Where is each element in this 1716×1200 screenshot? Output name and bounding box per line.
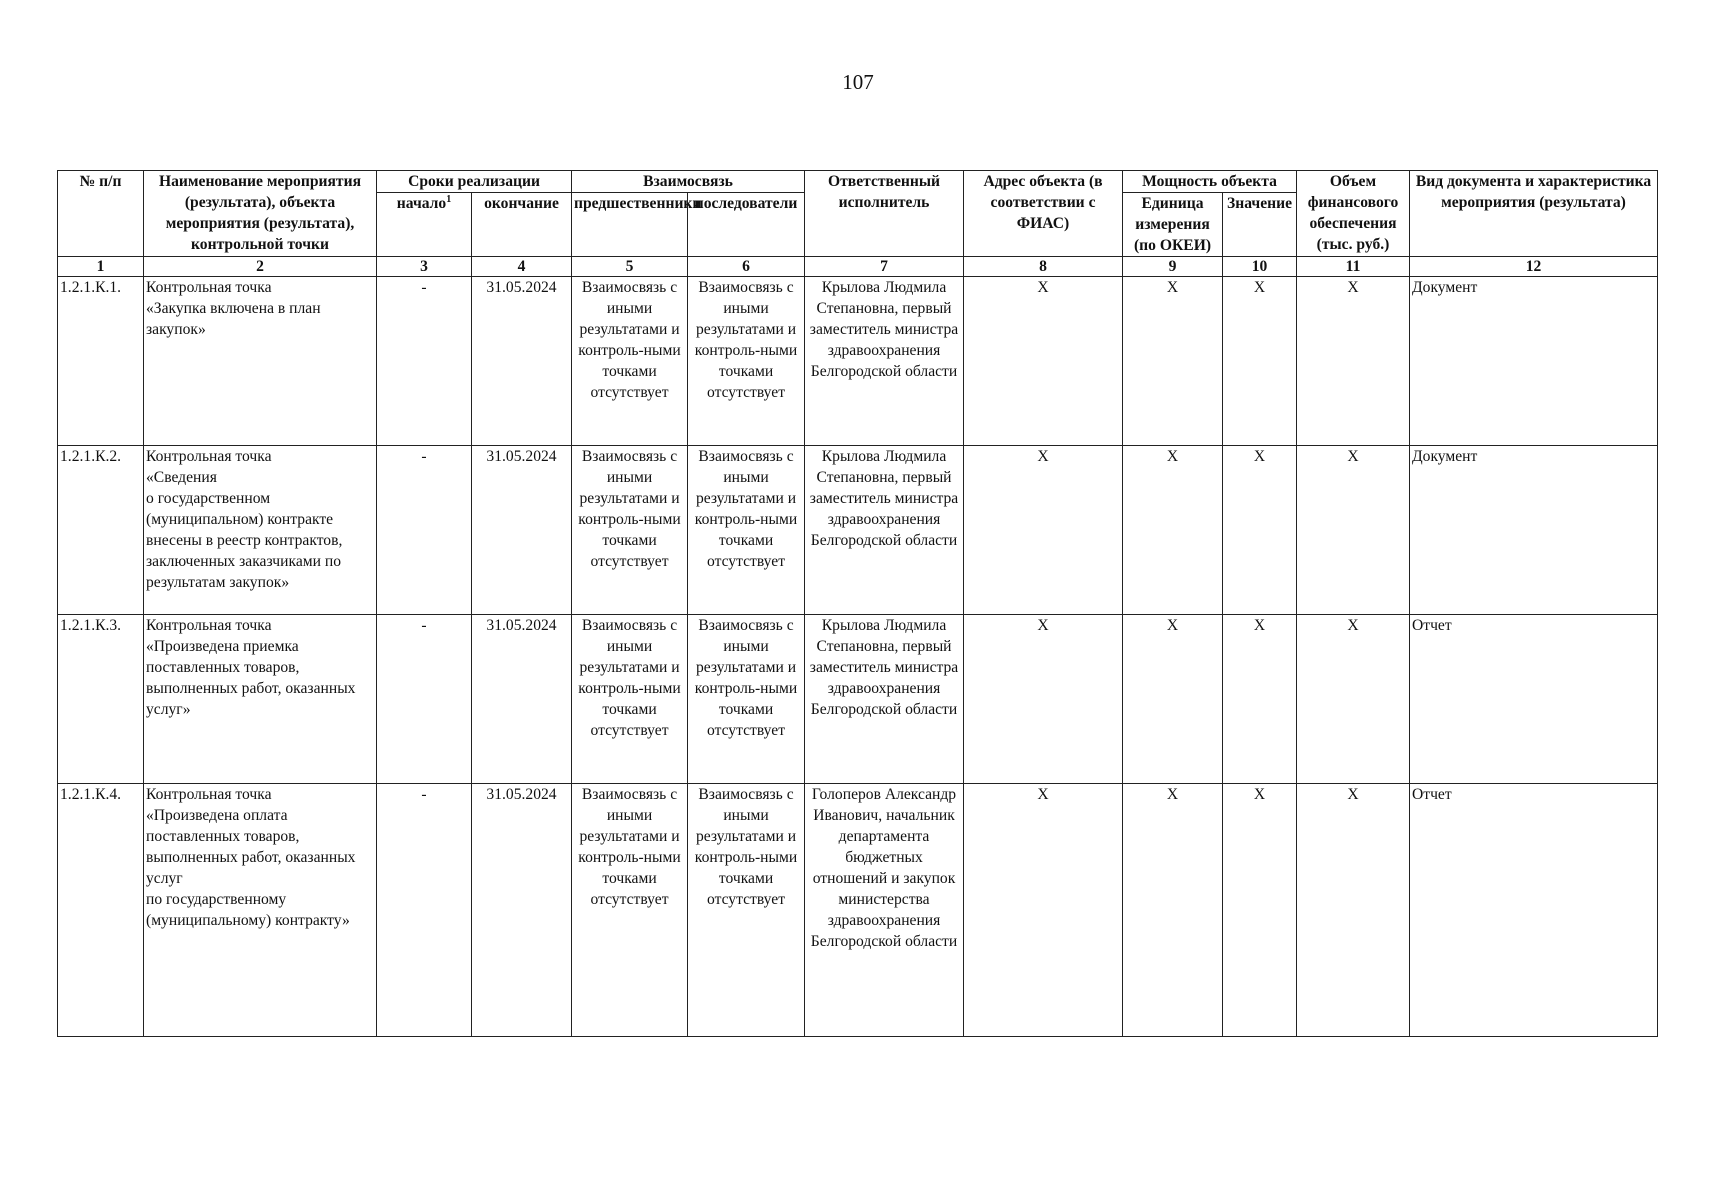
header-capacity: Мощность объекта [1123,171,1297,193]
table-row [58,784,1658,1037]
row-predecessors: Взаимосвязь с иными результатами и контроль-ными точками отсутствует [572,277,688,446]
header-start-footnote: 1 [446,193,452,205]
column-number: 10 [1223,257,1297,277]
row-unit: Х [1123,277,1223,446]
row-end: 31.05.2024 [472,277,572,446]
row-start: - [377,446,472,615]
row-finance: Х [1297,784,1410,1037]
header-name: Наименование мероприятия (результата), объекта мероприятия (результата), контрольной точки [144,171,377,257]
row-address: Х [964,784,1123,1037]
row-number: 1.2.1.К.4. [58,784,144,1037]
row-end: 31.05.2024 [472,784,572,1037]
column-number: 11 [1297,257,1410,277]
row-doc: Отчет [1410,784,1658,1037]
row-successors: Взаимосвязь с иными результатами и контроль-ными точками отсутствует [688,277,805,446]
row-name: Контрольная точка «Сведения о государственном (муниципальном) контракте внесены в реестр контрактов, заключенных заказчиками по результатам закупок» [144,446,377,615]
activities-table [57,170,1658,1037]
row-predecessors: Взаимосвязь с иными результатами и контроль-ными точками отсутствует [572,615,688,784]
row-predecessors: Взаимосвязь с иными результатами и контроль-ными точками отсутствует [572,784,688,1037]
header-responsible: Ответственный исполнитель [805,171,964,257]
row-finance: Х [1297,446,1410,615]
row-responsible: Голоперов Александр Иванович, начальник департамента бюджетных отношений и закупок министерства здравоохранения Белгородской области [805,784,964,1037]
row-responsible: Крылова Людмила Степановна, первый заместитель министра здравоохранения Белгородской области [805,615,964,784]
column-number: 3 [377,257,472,277]
row-successors: Взаимосвязь с иными результатами и контроль-ными точками отсутствует [688,784,805,1037]
row-start: - [377,615,472,784]
row-unit: Х [1123,615,1223,784]
header-start-label: начало [396,195,447,212]
row-finance: Х [1297,277,1410,446]
page-number: 107 [842,70,874,94]
table-row [58,446,1658,615]
column-number-row [58,257,1658,277]
row-name: Контрольная точка «Закупка включена в план закупок» [144,277,377,446]
row-number: 1.2.1.К.3. [58,615,144,784]
row-doc: Документ [1410,277,1658,446]
row-value: Х [1223,446,1297,615]
row-start: - [377,784,472,1037]
column-number: 12 [1410,257,1658,277]
column-number: 6 [688,257,805,277]
row-end: 31.05.2024 [472,446,572,615]
row-address: Х [964,615,1123,784]
header-row-1 [58,171,1658,193]
header-relation: Взаимосвязь [572,171,805,193]
row-name: Контрольная точка «Произведена приемка поставленных товаров, выполненных работ, оказанных услуг» [144,615,377,784]
header-finance: Объем финансового обеспечения (тыс. руб.) [1297,171,1410,257]
column-number: 8 [964,257,1123,277]
row-address: Х [964,277,1123,446]
row-address: Х [964,446,1123,615]
row-value: Х [1223,277,1297,446]
header-num: № п/п [58,171,144,257]
header-address: Адрес объекта (в соответствии с ФИАС) [964,171,1123,257]
column-number: 9 [1123,257,1223,277]
row-doc: Отчет [1410,615,1658,784]
column-number: 4 [472,257,572,277]
column-number: 5 [572,257,688,277]
row-value: Х [1223,784,1297,1037]
row-responsible: Крылова Людмила Степановна, первый заместитель министра здравоохранения Белгородской области [805,277,964,446]
row-start: - [377,277,472,446]
column-number: 7 [805,257,964,277]
row-value: Х [1223,615,1297,784]
row-successors: Взаимосвязь с иными результатами и контроль-ными точками отсутствует [688,446,805,615]
header-unit: Единица измерения (по ОКЕИ) [1123,193,1223,257]
row-responsible: Крылова Людмила Степановна, первый заместитель министра здравоохранения Белгородской области [805,446,964,615]
header-end: окончание [472,193,572,257]
row-doc: Документ [1410,446,1658,615]
row-number: 1.2.1.К.2. [58,446,144,615]
header-predecessors: предшественники [572,193,688,257]
table-row [58,615,1658,784]
table-row [58,277,1658,446]
row-unit: Х [1123,784,1223,1037]
row-number: 1.2.1.К.1. [58,277,144,446]
row-successors: Взаимосвязь с иными результатами и контроль-ными точками отсутствует [688,615,805,784]
row-unit: Х [1123,446,1223,615]
header-start [377,193,472,257]
row-finance: Х [1297,615,1410,784]
header-terms: Сроки реализации [377,171,572,193]
row-end: 31.05.2024 [472,615,572,784]
header-doc: Вид документа и характеристика мероприятия (результата) [1410,171,1658,257]
header-successors: последователи [688,193,805,257]
row-name: Контрольная точка «Произведена оплата поставленных товаров, выполненных работ, оказанных услуг по государственному (муниципальному) контракту» [144,784,377,1037]
header-value: Значение [1223,193,1297,257]
row-predecessors: Взаимосвязь с иными результатами и контроль-ными точками отсутствует [572,446,688,615]
column-number: 2 [144,257,377,277]
column-number: 1 [58,257,144,277]
